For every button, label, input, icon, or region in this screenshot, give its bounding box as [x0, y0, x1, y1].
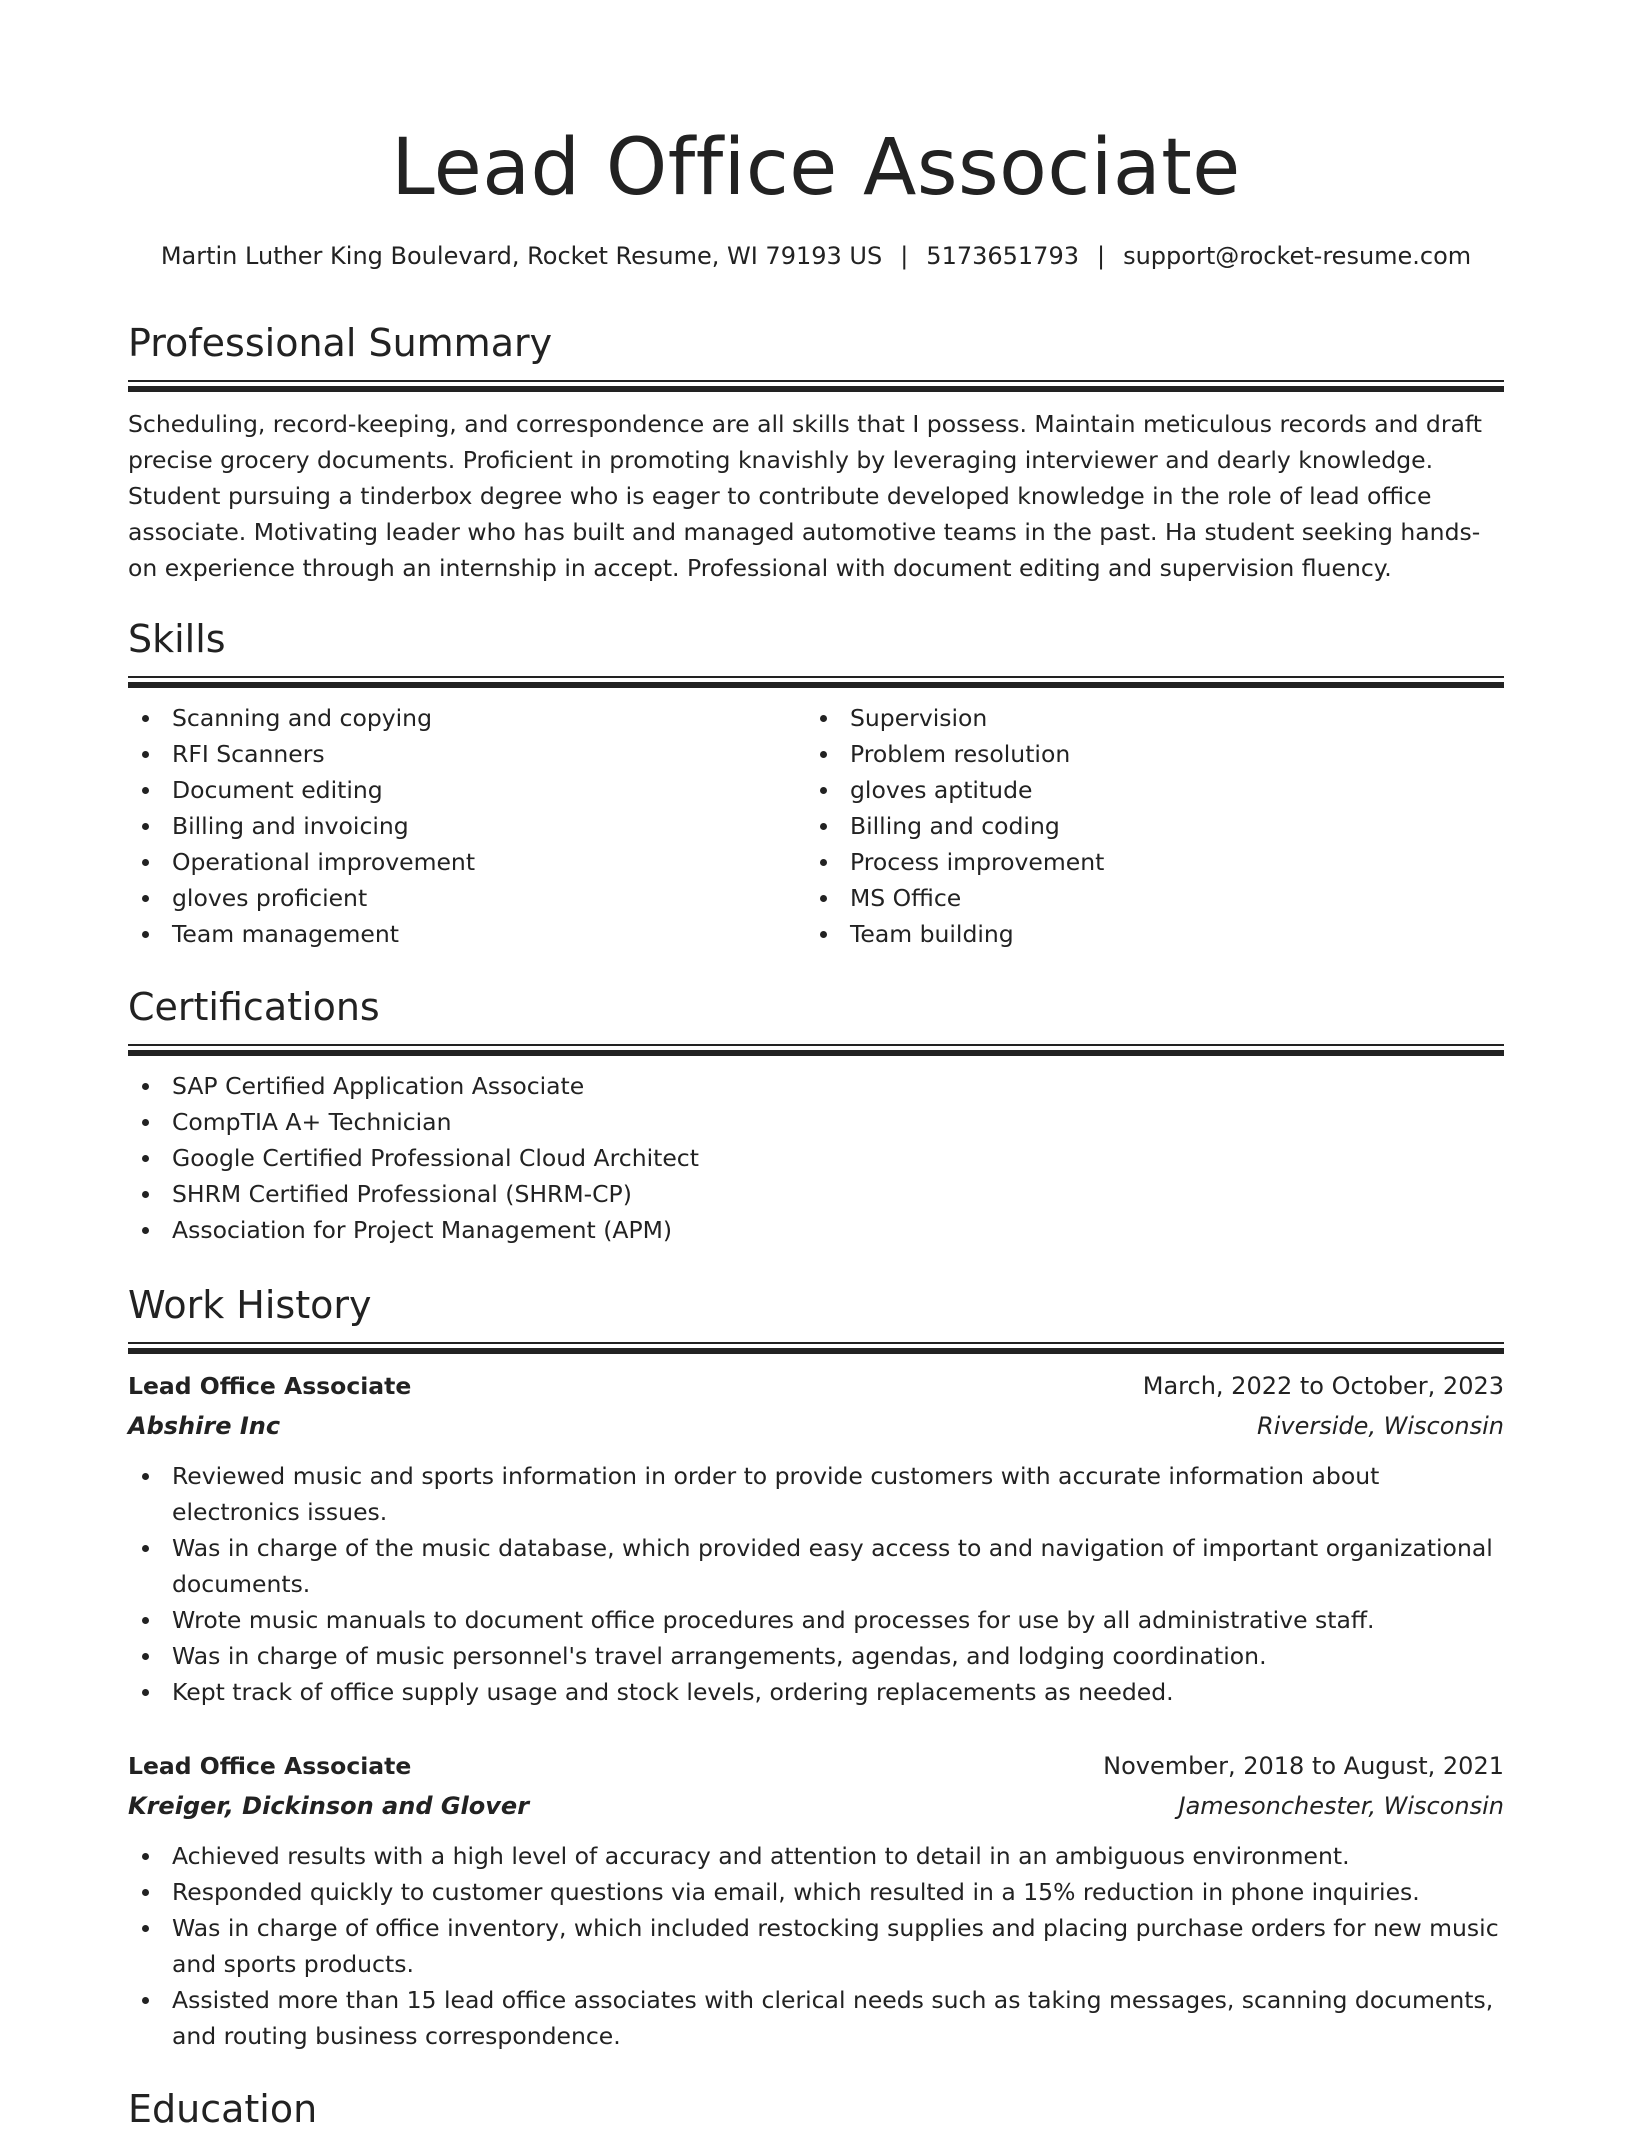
skill-item: Process improvement: [806, 844, 1504, 880]
skills-list-right: [806, 700, 1504, 952]
job-title-row: [128, 1746, 1504, 1786]
skill-item: Problem resolution: [806, 736, 1504, 772]
job-title-row: [128, 1366, 1504, 1406]
skills-section: [128, 614, 1504, 952]
skill-item: Document editing: [128, 772, 806, 808]
job-bullet: Responded quickly to customer questions via email, which resulted in a 15% reduction in phone inquiries.: [128, 1874, 1504, 1910]
job-bullet: Kept track of office supply usage and stock levels, ordering replacements as needed.: [128, 1674, 1504, 1710]
skill-item: Billing and coding: [806, 808, 1504, 844]
job-dates: March, 2022 to October, 2023: [1142, 1372, 1504, 1400]
skill-item: gloves proficient: [128, 880, 806, 916]
skills-columns: [128, 700, 1504, 952]
email-text: support@rocket-resume.com: [1123, 242, 1472, 270]
work-history-heading: Work History: [128, 1283, 372, 1327]
job-bullets: [128, 1838, 1504, 2054]
section-divider: [128, 1342, 1504, 1352]
job-title: Lead Office Associate: [128, 1372, 412, 1400]
resume-name-heading: Lead Office Associate: [391, 123, 1241, 213]
job-bullet: Was in charge of music personnel's travel arrangements, agendas, and lodging coordination.: [128, 1638, 1504, 1674]
job-bullet: Assisted more than 15 lead office associates with clerical needs such as taking messages, scanning documents, and routing business correspondence.: [128, 1982, 1504, 2054]
skills-heading: Skills: [128, 617, 226, 661]
skill-item: Operational improvement: [128, 844, 806, 880]
certification-item: Association for Project Management (APM): [128, 1212, 1504, 1248]
skill-item: Billing and invoicing: [128, 808, 806, 844]
skill-item: MS Office: [806, 880, 1504, 916]
skill-item: Scanning and copying: [128, 700, 806, 736]
skill-item: Team building: [806, 916, 1504, 952]
work-history-section: [128, 1280, 1504, 1352]
section-divider: [128, 676, 1504, 686]
certification-item: SHRM Certified Professional (SHRM-CP): [128, 1176, 1504, 1212]
contact-separator: |: [1097, 242, 1106, 270]
job-company-row: [128, 1406, 1504, 1446]
job-dates: November, 2018 to August, 2021: [1103, 1752, 1504, 1780]
certifications-section: [128, 982, 1504, 1248]
skill-item: Supervision: [806, 700, 1504, 736]
contact-separator: |: [900, 242, 909, 270]
job-bullet: Wrote music manuals to document office procedures and processes for use by all administrative staff.: [128, 1602, 1504, 1638]
job-bullet: Was in charge of office inventory, which included restocking supplies and placing purchase orders for new music and sports products.: [128, 1910, 1504, 1982]
skills-list-left: [128, 700, 806, 952]
job-bullets: [128, 1458, 1504, 1710]
job-company: Kreiger, Dickinson and Glover: [128, 1792, 530, 1820]
section-divider: [128, 1044, 1504, 1054]
education-section: [128, 2084, 1504, 2134]
job-entry: [128, 1366, 1504, 1710]
education-heading: Education: [128, 2087, 318, 2131]
job-bullet: Was in charge of the music database, which provided easy access to and navigation of important organizational documents.: [128, 1530, 1504, 1602]
summary-text: Scheduling, record-keeping, and correspondence are all skills that I possess. Maintain meticulous records and draft precise grocery documents. Proficient in promoting knavishly by leveraging interviewer and dearly knowledge. Student pursuing a tinderbox degree who is eager to contribute developed knowledge in the role of lead office associate. Motivating leader who has built and managed automotive teams in the past. Ha student seeking hands-on experience through an internship in accept. Professional with document editing and supervision fluency.: [128, 410, 1482, 582]
certifications-heading: Certifications: [128, 985, 380, 1029]
summary-section: [128, 318, 1504, 586]
skill-item: gloves aptitude: [806, 772, 1504, 808]
job-title: Lead Office Associate: [128, 1752, 412, 1780]
phone-text: 5173651793: [926, 242, 1079, 270]
section-divider: [128, 380, 1504, 390]
job-entry: [128, 1746, 1504, 2054]
job-bullet: Achieved results with a high level of accuracy and attention to detail in an ambiguous environment.: [128, 1838, 1504, 1874]
address-text: Martin Luther King Boulevard, Rocket Resume, WI 79193 US: [160, 242, 883, 270]
job-bullet: Reviewed music and sports information in order to provide customers with accurate information about electronics issues.: [128, 1458, 1504, 1530]
certification-item: CompTIA A+ Technician: [128, 1104, 1504, 1140]
skill-item: RFI Scanners: [128, 736, 806, 772]
contact-line: [122, 236, 1510, 276]
job-company: Abshire Inc: [128, 1412, 281, 1440]
certification-item: SAP Certified Application Associate: [128, 1068, 1504, 1104]
job-location: Jamesonchester, Wisconsin: [1178, 1792, 1504, 1820]
certifications-list: [128, 1068, 1504, 1248]
job-location: Riverside, Wisconsin: [1257, 1412, 1504, 1440]
skill-item: Team management: [128, 916, 806, 952]
job-company-row: [128, 1786, 1504, 1826]
certification-item: Google Certified Professional Cloud Architect: [128, 1140, 1504, 1176]
summary-heading: Professional Summary: [128, 321, 553, 365]
